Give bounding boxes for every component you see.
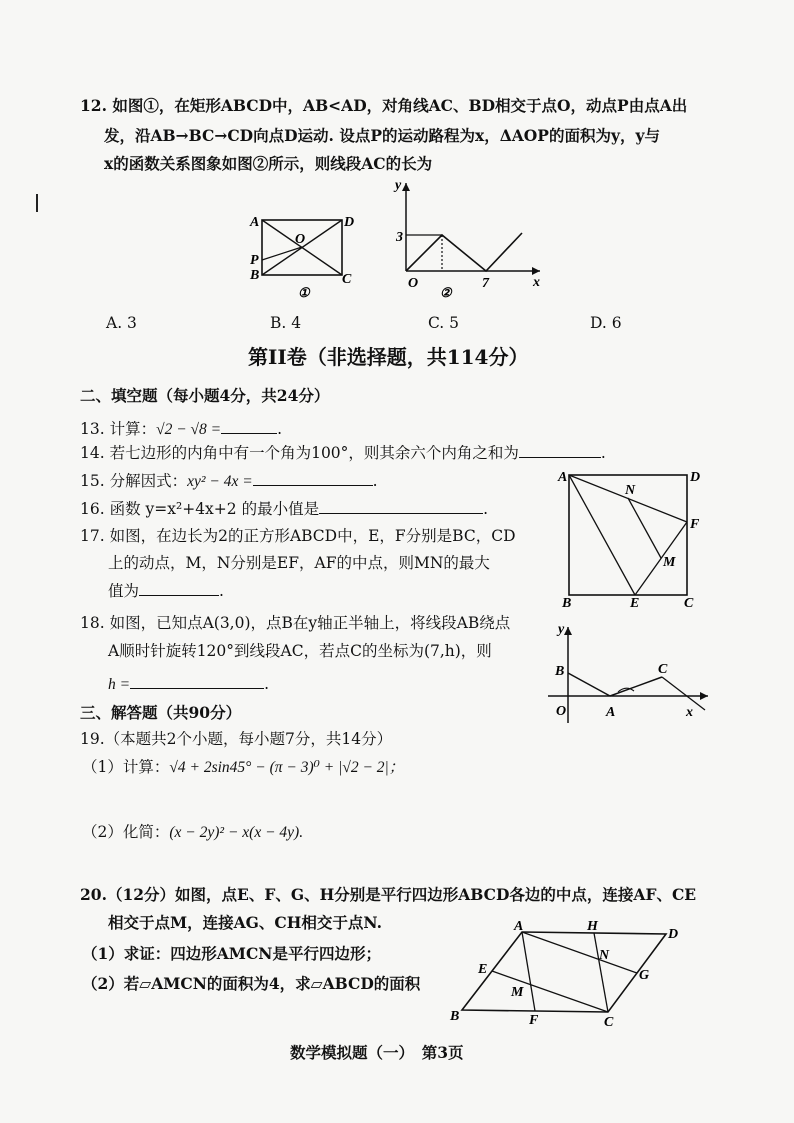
- fig1-label-o: O: [295, 232, 306, 247]
- q14-answer-blank[interactable]: [519, 442, 601, 458]
- q15-label: 15. 分解因式：: [80, 472, 188, 490]
- part3-heading: 三、解答题（共90分）: [80, 703, 242, 722]
- q19-sub1: [82, 757, 404, 778]
- q18-line3: [108, 673, 269, 695]
- fig2-caption: ②: [440, 285, 452, 300]
- segment-nm: [628, 498, 661, 558]
- q12-figure-1: [240, 205, 370, 305]
- q17-fig-label-m: M: [663, 555, 676, 570]
- fig1-label-b: B: [250, 268, 260, 283]
- margin-mark: [36, 194, 38, 212]
- q17-fig-label-n: N: [625, 483, 636, 498]
- q19-sub2: [82, 822, 303, 843]
- q17-line3: [108, 580, 224, 601]
- q12-option-c: C. 5: [428, 314, 460, 332]
- q20-fig-label-d: D: [668, 927, 679, 942]
- q12-option-b: B. 4: [270, 314, 302, 332]
- q18-line1: 18. 如图，已知点A(3,0)，点B在y轴正半轴上，将线段AB绕点: [80, 614, 511, 632]
- q17-answer-blank[interactable]: [139, 580, 219, 596]
- q14-text: 14. 若七边形的内角中有一个角为100°，则其余六个内角之和为: [80, 444, 519, 462]
- segment-ac: [610, 677, 662, 696]
- fig2-label-x: x: [533, 275, 540, 290]
- q19-sub2-expression: (x − 2y)² − x(x − 4y).: [169, 824, 304, 841]
- q15: [80, 470, 378, 492]
- q16-answer-blank[interactable]: [319, 498, 483, 514]
- segment-ab: [568, 673, 610, 696]
- q13-end: .: [277, 420, 283, 438]
- segment-po: [262, 247, 302, 260]
- q13-expression: √2 − √8 =: [156, 421, 222, 438]
- q18-fig-label-o: O: [556, 704, 567, 719]
- q20-line2: 相交于点M，连接AG、CH相交于点N.: [108, 913, 382, 932]
- segment-hc: [594, 933, 608, 1012]
- q16-end: .: [483, 500, 489, 518]
- fig2-label-y: y: [395, 178, 402, 193]
- fig1-label-p: P: [250, 253, 259, 268]
- q12-option-a: A. 3: [106, 314, 137, 332]
- fig1-label-d: D: [344, 215, 355, 230]
- q18-fig-label-c: C: [658, 662, 668, 677]
- q20-fig-label-b: B: [450, 1009, 460, 1024]
- fig2-label-7: 7: [482, 276, 489, 291]
- q18-figure: [540, 615, 715, 730]
- q17-line1: 17. 如图，在边长为2的正方形ABCD中，E，F分别是BC，CD: [80, 527, 516, 545]
- q17-fig-label-e: E: [630, 596, 640, 611]
- q20-sub1: （1）求证：四边形AMCN是平行四边形；: [82, 944, 381, 963]
- section-ii-title: 第II卷（非选择题，共114分）: [248, 345, 529, 369]
- q20-fig-label-h: H: [587, 919, 598, 934]
- q18-line3-text: h =: [108, 676, 131, 693]
- q20-sub2: （2）若▱AMCN的面积为4，求▱ABCD的面积: [82, 974, 421, 993]
- q20-fig-label-m: M: [511, 985, 524, 1000]
- q20-figure: [448, 918, 698, 1030]
- q18-answer-blank[interactable]: [130, 673, 264, 689]
- q15-answer-blank[interactable]: [253, 470, 373, 486]
- part2-heading: 二、填空题（每小题4分，共24分）: [80, 386, 330, 405]
- segment-ag: [522, 932, 637, 973]
- q17-figure: [555, 462, 715, 611]
- q14: [80, 442, 606, 463]
- q20-fig-label-f: F: [529, 1013, 539, 1028]
- q12-figure-2: [390, 175, 550, 300]
- q18-fig-label-y: y: [558, 622, 565, 637]
- q16-text: 16. 函数 y=x²+4x+2 的最小值是: [80, 500, 320, 518]
- q19-sub1-label: （1）计算：: [82, 758, 170, 776]
- q13-answer-blank[interactable]: [221, 418, 277, 434]
- q20-fig-label-g: G: [639, 968, 650, 983]
- q17-fig-label-f: F: [690, 517, 700, 532]
- segment-ef: [635, 522, 687, 595]
- fig2-label-o: O: [408, 276, 419, 291]
- segment-ec: [492, 971, 608, 1012]
- q20-fig-label-a: A: [514, 919, 524, 934]
- q12-option-d: D. 6: [590, 314, 622, 332]
- q17-fig-label-a: A: [558, 470, 568, 485]
- function-graph: [406, 233, 522, 271]
- q16: [80, 498, 488, 519]
- q20-fig-label-c: C: [604, 1015, 614, 1030]
- q13: [80, 418, 282, 440]
- q17-line3-text: 值为: [108, 582, 140, 600]
- q12-line1: 12. 如图①，在矩形ABCD中，AB<AD，对角线AC、BD相交于点O，动点P由点A出: [80, 96, 688, 115]
- fig1-caption: ①: [298, 285, 310, 300]
- q15-expression: xy² − 4x =: [187, 473, 253, 490]
- q19-sub2-label: （2）化简：: [82, 823, 170, 841]
- q12-line3: x的函数关系图象如图②所示，则线段AC的长为: [104, 154, 433, 173]
- q20-fig-label-n: N: [599, 948, 610, 963]
- q19-sub1-expression: √4 + 2sin45° − (π − 3)⁰ + |√2 − 2|；: [169, 759, 405, 776]
- q17-fig-label-d: D: [690, 470, 701, 485]
- q18-fig-label-x: x: [686, 705, 693, 720]
- q12-line2: 发，沿AB→BC→CD向点D运动. 设点P的运动路程为x，ΔAOP的面积为y，y与: [104, 126, 660, 145]
- q15-end: .: [372, 472, 378, 490]
- q17-fig-label-b: B: [562, 596, 572, 611]
- q17-fig-label-c: C: [684, 596, 694, 611]
- q18-fig-label-a: A: [606, 705, 616, 720]
- q18-fig-label-b: B: [555, 664, 565, 679]
- q18-end: .: [264, 675, 270, 693]
- q20-line1: 20.（12分）如图，点E、F、G、H分别是平行四边形ABCD各边的中点，连接AF、CE: [80, 885, 697, 904]
- page-footer: 数学模拟题（一） 第3页: [290, 1043, 464, 1062]
- q17-line2: 上的动点，M，N分别是EF，AF的中点，则MN的最大: [108, 554, 490, 572]
- q17-end: .: [219, 582, 224, 600]
- fig1-label-a: A: [250, 215, 260, 230]
- q13-label: 13. 计算：: [80, 420, 157, 438]
- q18-line2: A顺时针旋转120°到线段AC，若点C的坐标为(7,h)，则: [108, 642, 492, 660]
- fig1-label-c: C: [342, 272, 352, 287]
- q19-header: 19.（本题共2个小题，每小题7分，共14分）: [80, 730, 393, 748]
- fig2-label-3: 3: [396, 230, 403, 245]
- segment-c-tail: [662, 677, 705, 710]
- segment-af: [522, 932, 535, 1011]
- q20-fig-label-e: E: [478, 962, 488, 977]
- q14-end: .: [600, 444, 606, 462]
